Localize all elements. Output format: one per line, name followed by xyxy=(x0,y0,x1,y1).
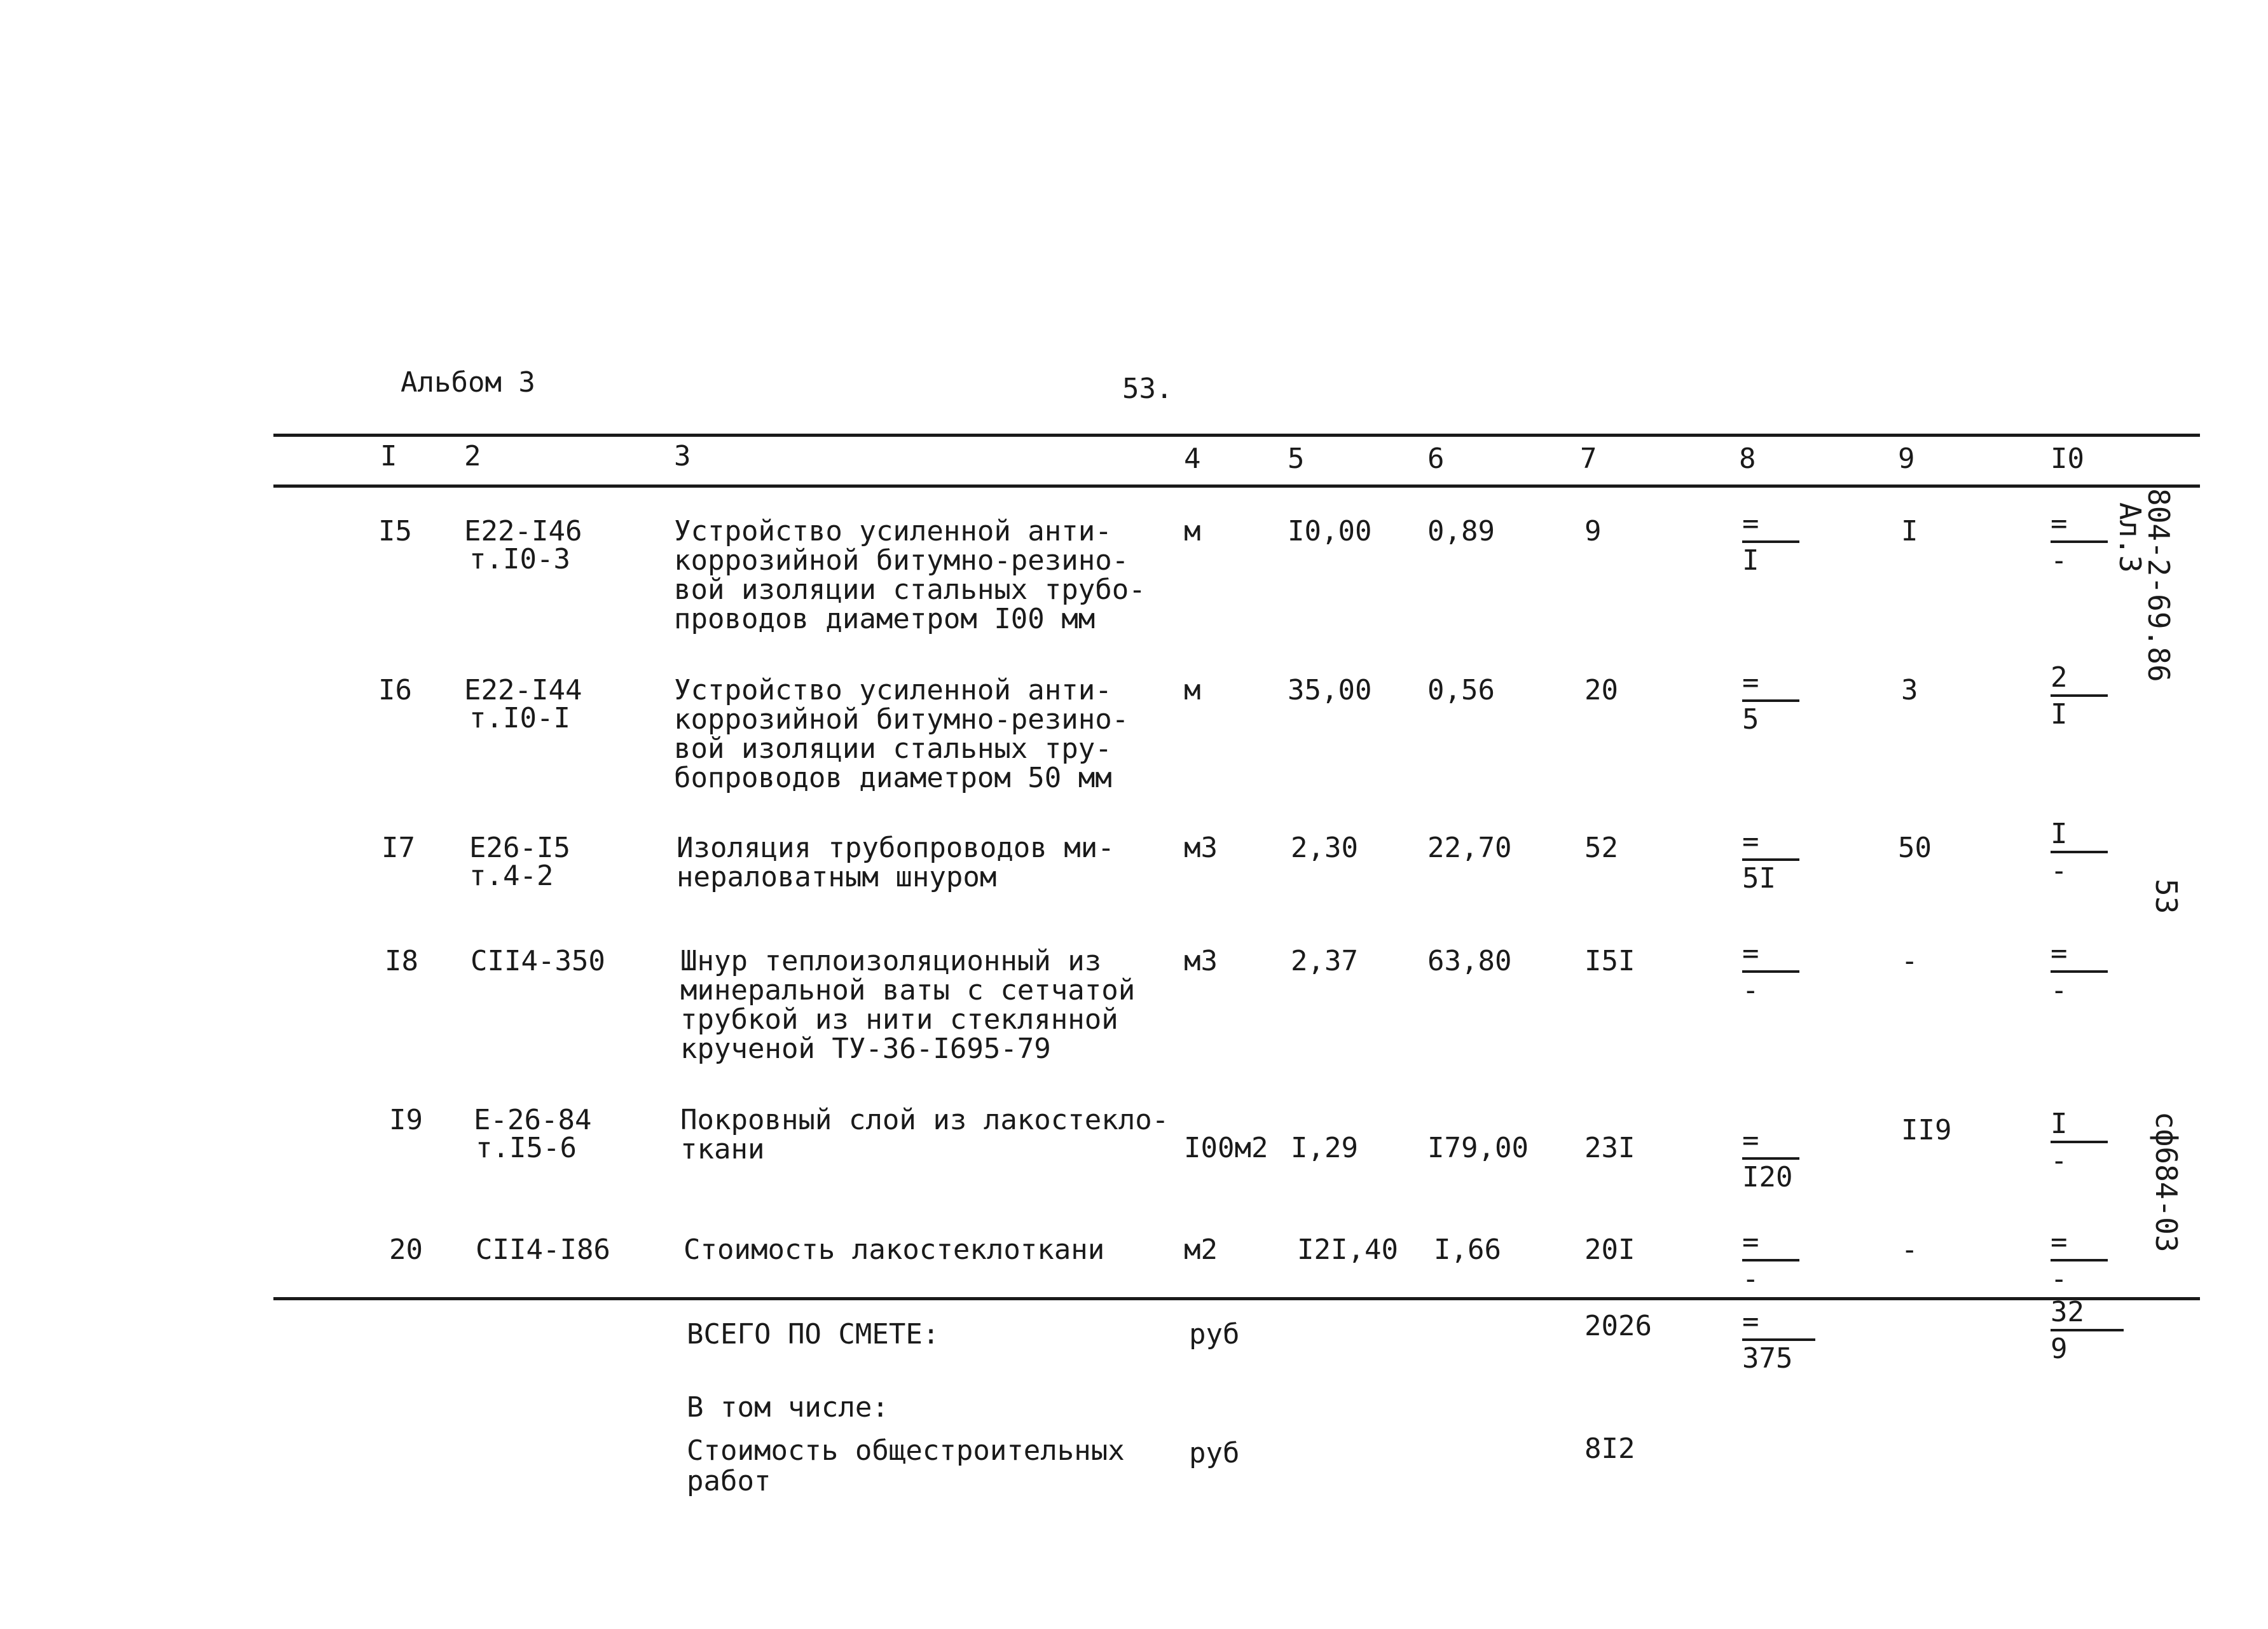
margin-doc-code: 804-2-69.86 xyxy=(2141,488,2176,682)
row-col9: 50 xyxy=(1898,832,1932,864)
fraction-denominator: I20 xyxy=(1742,1161,1793,1193)
fraction-numerator: = xyxy=(2051,507,2068,540)
row-description-line: вой изоляции стальных трубо- xyxy=(674,574,1146,606)
row-description-line: Устройство усиленной анти- xyxy=(674,515,1112,547)
row-unit: м2 xyxy=(1184,1234,1218,1266)
row-total: 52 xyxy=(1584,832,1618,864)
row-col10-fraction xyxy=(2051,1109,2108,1176)
row-col9: I xyxy=(1901,515,1918,547)
fraction-numerator: = xyxy=(1742,1124,1759,1157)
row-code: Е22-I44 xyxy=(464,674,582,706)
row-quantity: 35,00 xyxy=(1288,674,1372,706)
fraction-bar xyxy=(2051,851,2108,853)
column-header-4: 4 xyxy=(1184,443,1201,475)
total-col10-fraction xyxy=(2051,1297,2124,1364)
fraction-bar xyxy=(2051,970,2108,973)
row-col9: - xyxy=(1901,945,1918,977)
row-code-table: т.I0-I xyxy=(469,702,570,734)
row-unit-price: 0,89 xyxy=(1427,515,1495,547)
fraction-denominator: - xyxy=(1742,1263,1759,1295)
album-label: Альбом 3 xyxy=(401,366,535,399)
fraction-denominator: 9 xyxy=(2051,1333,2068,1365)
row-quantity: I2I,40 xyxy=(1297,1234,1398,1266)
fraction-bar xyxy=(1742,1338,1815,1341)
subtotal-label-line: Стоимость общестроительных xyxy=(687,1434,1125,1467)
row-number: I6 xyxy=(378,674,412,706)
fraction-numerator: = xyxy=(2051,1226,2068,1258)
row-unit-price: 0,56 xyxy=(1427,674,1495,706)
fraction-bar xyxy=(2051,1259,2108,1261)
row-description-line: коррозийной битумно-резино- xyxy=(674,544,1129,577)
fraction-numerator: = xyxy=(1742,1226,1759,1258)
row-quantity: 2,30 xyxy=(1291,832,1358,864)
fraction-numerator: 32 xyxy=(2051,1296,2084,1328)
column-header-3: 3 xyxy=(674,440,691,472)
row-description-line: проводов диаметром I00 мм xyxy=(674,603,1096,635)
row-unit: м xyxy=(1184,515,1201,547)
fraction-denominator: - xyxy=(2051,974,2068,1007)
row-unit-price: I79,00 xyxy=(1427,1132,1529,1164)
subtotal-unit: руб xyxy=(1189,1437,1240,1469)
total-label: ВСЕГО ПО СМЕТЕ: xyxy=(687,1318,940,1351)
row-total: 20 xyxy=(1584,674,1618,706)
fraction-numerator: = xyxy=(1742,1305,1759,1338)
row-number: I5 xyxy=(378,515,412,547)
fraction-denominator: 5 xyxy=(1742,703,1759,736)
subtotal-label-line: работ xyxy=(687,1465,771,1497)
row-description-line: бопроводов диаметром 50 мм xyxy=(674,762,1112,794)
column-header-2: 2 xyxy=(464,440,481,472)
row-total: 9 xyxy=(1584,515,1602,547)
row-code: СII4-I86 xyxy=(476,1234,610,1266)
fraction-bar xyxy=(1742,970,1799,973)
row-description-line: Устройство усиленной анти- xyxy=(674,674,1112,706)
row-total: 20I xyxy=(1584,1234,1635,1266)
fraction-bar xyxy=(1742,540,1799,543)
row-description-line: нераловатным шнуром xyxy=(677,861,997,893)
row-code-table: т.4-2 xyxy=(469,860,554,892)
fraction-numerator: = xyxy=(1742,666,1759,699)
row-total: 23I xyxy=(1584,1132,1635,1164)
row-description-line: Шнур теплоизоляционный из xyxy=(680,945,1102,977)
row-col9: II9 xyxy=(1901,1114,1952,1146)
fraction-bar xyxy=(1742,1259,1799,1261)
row-unit: м3 xyxy=(1184,945,1218,977)
margin-archive-code: сф684-03 xyxy=(2149,1111,2183,1253)
row-unit: I00м2 xyxy=(1184,1132,1268,1164)
row-description-line: коррозийной битумно-резино- xyxy=(674,703,1129,736)
row-number: 20 xyxy=(389,1234,423,1266)
column-header-8: 8 xyxy=(1739,443,1756,475)
fraction-bar xyxy=(1742,1157,1799,1160)
row-code-table: т.I0-3 xyxy=(469,543,570,575)
row-unit: м3 xyxy=(1184,832,1218,864)
row-number: I9 xyxy=(389,1104,423,1136)
table-bottom-rule xyxy=(273,1297,2200,1300)
row-col9: 3 xyxy=(1901,674,1918,706)
row-code: Е26-I5 xyxy=(469,832,570,864)
fraction-numerator: I xyxy=(2051,818,2068,850)
row-description-line: трубкой из нити стеклянной xyxy=(680,1003,1118,1036)
row-code-table: т.I5-6 xyxy=(476,1132,577,1164)
fraction-bar xyxy=(1742,699,1799,702)
row-col8-fraction xyxy=(1742,827,1799,894)
row-description-line: минеральной ваты с сетчатой xyxy=(680,974,1136,1007)
fraction-denominator: - xyxy=(2051,1263,2068,1295)
fraction-denominator: - xyxy=(2051,1144,2068,1177)
row-col8-fraction xyxy=(1742,1227,1799,1295)
margin-page-stamp: 53 xyxy=(2149,879,2183,914)
total-col8-fraction xyxy=(1742,1307,1815,1374)
row-description-line: Стоимость лакостеклоткани xyxy=(684,1234,1105,1266)
total-value: 2026 xyxy=(1584,1310,1652,1342)
row-unit-price: 63,80 xyxy=(1427,945,1512,977)
fraction-denominator: - xyxy=(2051,544,2068,577)
column-header-7: 7 xyxy=(1580,443,1597,475)
fraction-bar xyxy=(2051,1329,2124,1331)
fraction-numerator: = xyxy=(1742,825,1759,858)
row-col10-fraction xyxy=(2051,819,2108,886)
row-col8-fraction xyxy=(1742,938,1799,1006)
row-description-line: вой изоляции стальных тру- xyxy=(674,732,1112,765)
row-description-line: Изоляция трубопроводов ми- xyxy=(677,832,1115,864)
total-unit: руб xyxy=(1189,1318,1240,1351)
row-col9: - xyxy=(1901,1234,1918,1266)
page-number: 53. xyxy=(1122,373,1173,405)
row-col10-fraction xyxy=(2051,509,2108,576)
row-code: СII4-350 xyxy=(471,945,605,977)
row-col8-fraction xyxy=(1742,509,1799,576)
fraction-denominator: I xyxy=(2051,698,2068,731)
row-quantity: 2,37 xyxy=(1291,945,1358,977)
row-number: I8 xyxy=(385,945,418,977)
fraction-denominator: 5I xyxy=(1742,862,1776,895)
row-unit: м xyxy=(1184,674,1201,706)
row-col10-fraction xyxy=(2051,938,2108,1006)
row-quantity: I,29 xyxy=(1291,1132,1358,1164)
including-label: В том числе: xyxy=(687,1391,889,1424)
row-col8-fraction xyxy=(1742,668,1799,735)
row-unit-price: 22,70 xyxy=(1427,832,1512,864)
fraction-denominator: 375 xyxy=(1742,1342,1793,1375)
row-col8-fraction xyxy=(1742,1125,1799,1193)
row-unit-price: I,66 xyxy=(1434,1234,1501,1266)
fraction-numerator: 2 xyxy=(2051,661,2068,694)
fraction-bar xyxy=(1742,858,1799,861)
column-header-5: 5 xyxy=(1288,443,1305,475)
fraction-numerator: = xyxy=(1742,507,1759,540)
fraction-numerator: = xyxy=(1742,937,1759,970)
fraction-bar xyxy=(2051,1141,2108,1143)
row-description-line: крученой ТУ-36-I695-79 xyxy=(680,1033,1051,1065)
column-header-10: I0 xyxy=(2051,443,2084,475)
fraction-denominator: - xyxy=(1742,974,1759,1007)
row-code: Е22-I46 xyxy=(464,515,582,547)
subtotal-value: 8I2 xyxy=(1584,1433,1635,1465)
row-number: I7 xyxy=(381,832,415,864)
margin-album-ref: Ал.3 xyxy=(2113,502,2147,573)
row-col10-fraction xyxy=(2051,1227,2108,1295)
row-description-line: ткани xyxy=(680,1133,765,1165)
fraction-numerator: I xyxy=(2051,1108,2068,1140)
row-code: Е-26-84 xyxy=(474,1104,592,1136)
column-header-9: 9 xyxy=(1898,443,1915,475)
fraction-numerator: = xyxy=(2051,937,2068,970)
row-total: I5I xyxy=(1584,945,1635,977)
row-description-line: Покровный слой из лакостекло- xyxy=(680,1104,1169,1136)
column-header-1: I xyxy=(380,440,397,472)
row-col10-fraction xyxy=(2051,663,2108,730)
fraction-bar xyxy=(2051,694,2108,697)
table-header-rule xyxy=(273,485,2200,488)
fraction-denominator: I xyxy=(1742,544,1759,577)
fraction-bar xyxy=(2051,540,2108,543)
row-quantity: I0,00 xyxy=(1288,515,1372,547)
fraction-denominator: - xyxy=(2051,855,2068,887)
table-top-rule xyxy=(273,434,2200,437)
column-header-6: 6 xyxy=(1427,443,1445,475)
